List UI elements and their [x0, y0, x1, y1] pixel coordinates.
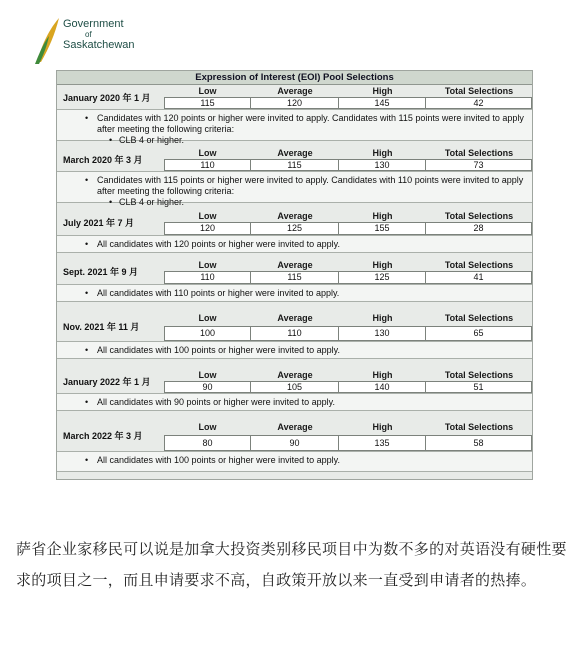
column-header: High — [372, 86, 393, 96]
value-cell-average: 115 — [251, 159, 339, 171]
column-header: Average — [277, 148, 313, 158]
value-cell-average: 125 — [251, 222, 339, 235]
column-header: High — [372, 370, 393, 380]
logo-wordmark — [63, 18, 135, 51]
value-cell-total: 73 — [426, 159, 532, 171]
eoi-selections-table — [56, 70, 533, 480]
note-text: All candidates with 90 points or higher were invited to apply. — [97, 397, 335, 407]
note-text: Candidates with 120 points or higher were invited to apply. Candidates with 115 points were invited to apply after meeting the following criteria: — [97, 113, 524, 134]
row-note — [57, 393, 532, 411]
logo-line-2: of — [85, 30, 92, 39]
value-cell-low: 80 — [164, 435, 251, 451]
article-paragraph: 萨省企业家移民可以说是加拿大投资类别移民项目中为数不多的对英语没有硬性要求的项目之一，而且申请要求不高，自政策开放以来一直受到申请者的热捧。 — [16, 541, 567, 589]
logo-line-3: Saskatchewan — [63, 39, 135, 51]
saskatchewan-logo — [33, 14, 163, 66]
row-header-cells — [164, 311, 532, 326]
value-cell-total: 65 — [426, 326, 532, 341]
value-cell-total: 41 — [426, 271, 532, 284]
value-cell-total: 42 — [426, 97, 532, 109]
row-period-label: January 2022 年 1 月 — [63, 376, 151, 387]
value-cell-average: 105 — [251, 381, 339, 393]
row-period-label: Nov. 2021 年 11 月 — [63, 321, 140, 332]
column-header: Total Selections — [444, 313, 514, 323]
bullet-icon: • — [85, 175, 89, 185]
value-cell-average: 110 — [251, 326, 339, 341]
value-cell-high: 155 — [339, 222, 426, 235]
note-text: All candidates with 100 points or higher were invited to apply. — [97, 345, 340, 355]
column-header: High — [372, 260, 393, 270]
row-note — [57, 235, 532, 253]
row-header-cells — [164, 210, 532, 222]
row-header-cells — [164, 419, 532, 435]
note-sub-item — [97, 197, 526, 208]
bullet-icon: • — [85, 113, 89, 123]
value-cell-high: 125 — [339, 271, 426, 284]
value-cell-total: 58 — [426, 435, 532, 451]
bullet-icon: • — [109, 135, 113, 145]
column-header: High — [372, 148, 393, 158]
row-note — [57, 341, 532, 359]
value-cell-high: 140 — [339, 381, 426, 393]
row-period-label: Sept. 2021 年 9 月 — [63, 267, 139, 277]
value-cell-low: 110 — [164, 159, 251, 171]
column-header: Low — [198, 313, 217, 323]
value-cell-average: 90 — [251, 435, 339, 451]
row-value-cells — [164, 435, 532, 451]
column-header: Average — [277, 313, 313, 323]
note-text: Candidates with 115 points or higher were invited to apply. Candidates with 110 points were invited to apply after meeting the following criteria: — [97, 175, 524, 196]
value-cell-average: 115 — [251, 271, 339, 284]
table-row — [57, 85, 532, 109]
row-value-cells — [164, 159, 532, 171]
row-value-cells — [164, 271, 532, 284]
bullet-icon: • — [85, 455, 89, 465]
column-header: Low — [198, 148, 217, 158]
wheat-leaf-icon — [33, 14, 63, 66]
row-period-label: January 2020 年 1 月 — [63, 92, 151, 103]
column-header: Low — [198, 370, 217, 380]
value-cell-low: 110 — [164, 271, 251, 284]
column-header: High — [372, 211, 393, 221]
bullet-icon: • — [85, 345, 89, 355]
note-sub-text: CLB 4 or higher. — [119, 197, 185, 207]
value-cell-low: 90 — [164, 381, 251, 393]
row-period-label: July 2021 年 7 月 — [63, 218, 135, 228]
column-header: Average — [277, 86, 313, 96]
bullet-icon: • — [109, 197, 113, 207]
value-cell-average: 120 — [251, 97, 339, 109]
column-header: Total Selections — [444, 260, 514, 270]
column-header: Low — [198, 260, 217, 270]
row-header-cells — [164, 85, 532, 97]
note-text: All candidates with 110 points or higher were invited to apply. — [97, 288, 340, 298]
row-header-cells — [164, 259, 532, 271]
value-cell-low: 100 — [164, 326, 251, 341]
table-title: Expression of Interest (EOI) Pool Selections — [57, 71, 532, 85]
row-note — [57, 451, 532, 472]
row-period-label: March 2020 年 3 月 — [63, 154, 143, 165]
value-cell-high: 130 — [339, 326, 426, 341]
column-header: Low — [198, 422, 217, 432]
row-note — [57, 284, 532, 302]
column-header: Total Selections — [444, 86, 514, 96]
value-cell-high: 145 — [339, 97, 426, 109]
column-header: Low — [198, 211, 217, 221]
table-row — [57, 147, 532, 171]
row-header-cells — [164, 369, 532, 381]
bullet-icon: • — [85, 288, 89, 298]
note-text: All candidates with 120 points or higher were invited to apply. — [97, 239, 340, 249]
column-header: Total Selections — [444, 148, 514, 158]
note-sub-item — [97, 135, 526, 146]
value-cell-total: 51 — [426, 381, 532, 393]
table-row — [57, 210, 532, 235]
logo-line-1: Government — [63, 18, 124, 30]
row-value-cells — [164, 381, 532, 393]
row-note — [57, 109, 532, 145]
row-value-cells — [164, 222, 532, 235]
value-cell-high: 135 — [339, 435, 426, 451]
value-cell-low: 120 — [164, 222, 251, 235]
value-cell-total: 28 — [426, 222, 532, 235]
column-header: Total Selections — [444, 422, 514, 432]
row-value-cells — [164, 326, 532, 341]
table-row — [57, 369, 532, 393]
column-header: Total Selections — [444, 211, 514, 221]
column-header: Average — [277, 211, 313, 221]
column-header: Average — [277, 370, 313, 380]
row-note — [57, 171, 532, 207]
column-header: Low — [198, 86, 217, 96]
bullet-icon: • — [85, 239, 89, 249]
row-value-cells — [164, 97, 532, 109]
value-cell-high: 130 — [339, 159, 426, 171]
table-row — [57, 419, 532, 451]
value-cell-low: 115 — [164, 97, 251, 109]
note-sub-text: CLB 4 or higher. — [119, 135, 185, 145]
column-header: Total Selections — [444, 370, 514, 380]
column-header: Average — [277, 260, 313, 270]
table-row — [57, 259, 532, 284]
row-header-cells — [164, 147, 532, 159]
column-header: Average — [277, 422, 313, 432]
table-row — [57, 311, 532, 341]
column-header: High — [372, 422, 393, 432]
column-header: High — [372, 313, 393, 323]
note-text: All candidates with 100 points or higher were invited to apply. — [97, 455, 340, 465]
row-period-label: March 2022 年 3 月 — [63, 430, 143, 441]
bullet-icon: • — [85, 397, 89, 407]
